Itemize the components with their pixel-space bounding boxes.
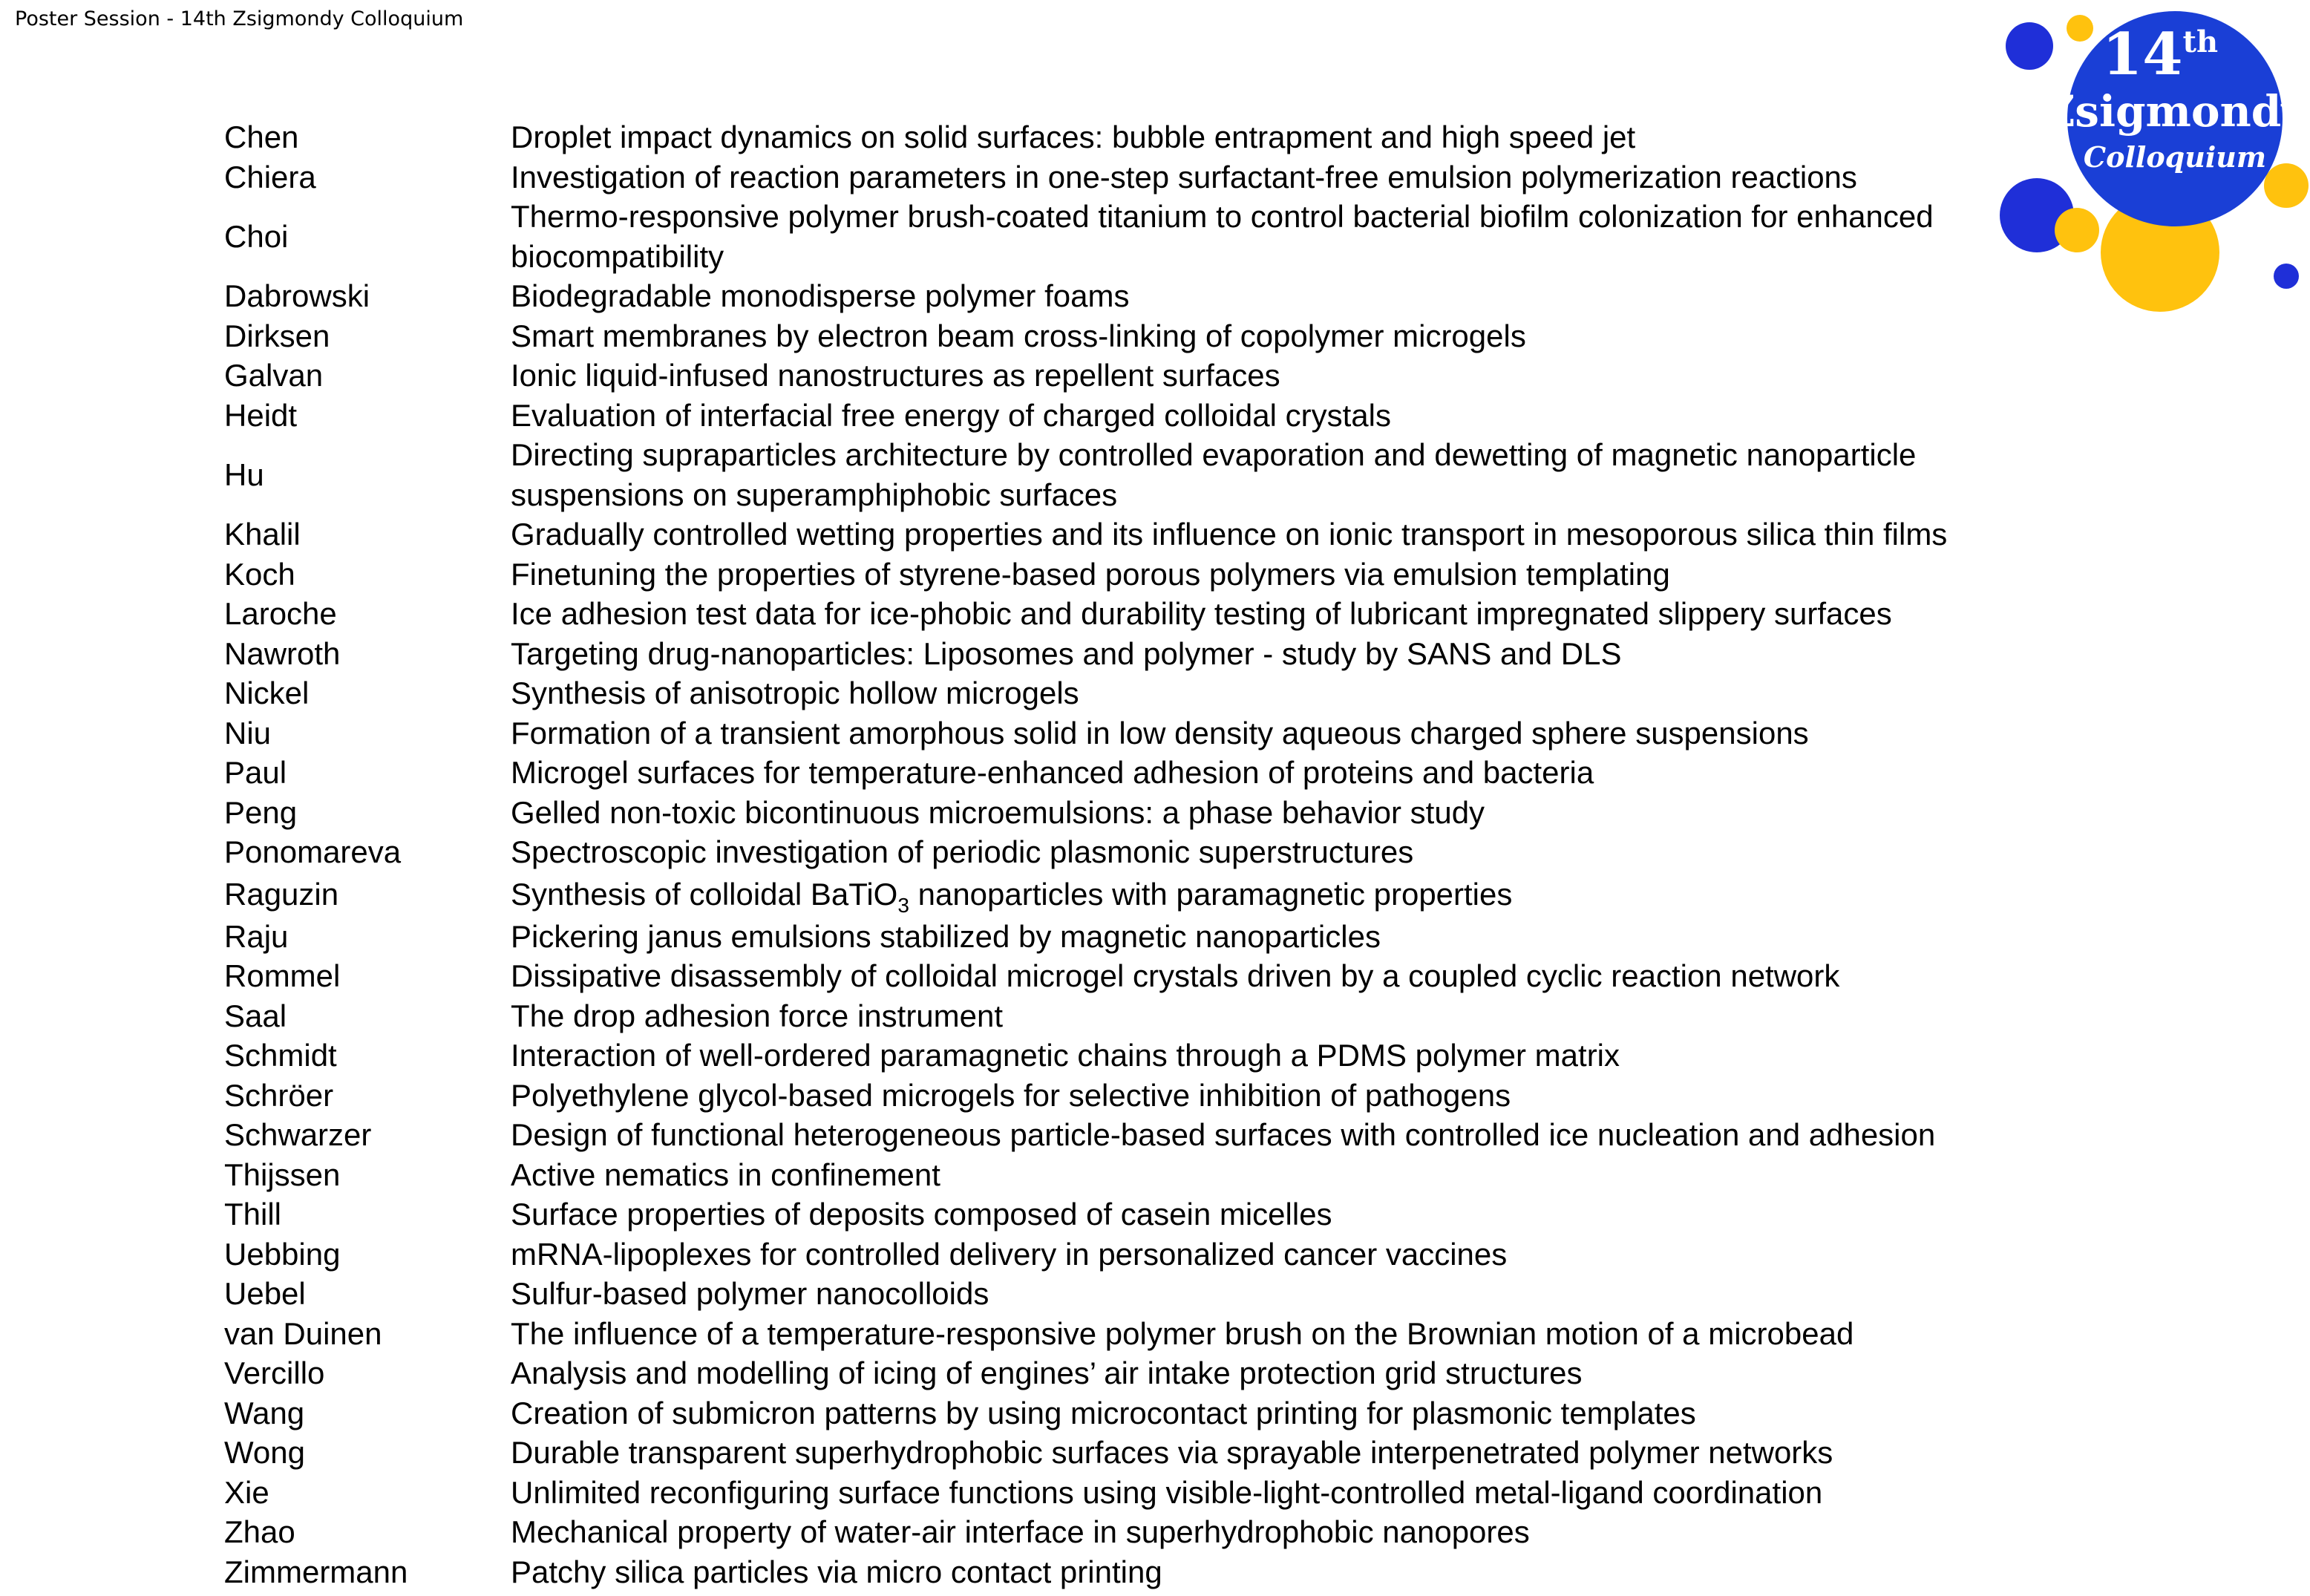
poster-title: Formation of a transient amorphous solid in low density aqueous charged sphere suspensions [511,715,1809,750]
poster-entry [224,1433,2006,1473]
poster-list [224,117,2006,1592]
author-name: Laroche [224,596,337,631]
author-name: Uebel [224,1276,306,1311]
poster-entry [224,872,2006,917]
poster-entry [224,1036,2006,1076]
poster-title: Interaction of well-ordered paramagnetic chains through a PDMS polymer matrix [511,1038,1620,1073]
author-name: Xie [224,1474,269,1510]
author-name: Vercillo [224,1355,325,1390]
poster-entry [224,1076,2006,1116]
poster-title: Targeting drug-nanoparticles: Liposomes and polymer - study by SANS and DLS [511,635,1622,671]
author-name: Heidt [224,397,298,433]
author-name: Nickel [224,676,310,710]
poster-entry [224,996,2006,1036]
author-name: Dabrowski [224,278,370,313]
poster-entry [224,956,2006,996]
poster-title: Smart membranes by electron beam cross-linking of copolymer microgels [511,318,1526,353]
poster-title: Thermo-responsive polymer brush-coated titanium to control bacterial biofilm colonization for enhanced biocompatibility [511,199,1934,274]
poster-title: Finetuning the properties of styrene-based porous polymers via emulsion templating [511,556,1670,592]
poster-title: Creation of submicron patterns by using microcontact printing for plasmonic templates [511,1395,1696,1430]
author-name: Khalil [224,517,301,552]
poster-title: The drop adhesion force instrument [511,998,1004,1033]
poster-title: Dissipative disassembly of colloidal microgel crystals driven by a coupled cyclic reaction network [511,958,1840,993]
author-name: Ponomareva [224,834,402,869]
poster-entry [224,753,2006,793]
poster-entry [224,673,2006,713]
poster-title: Surface properties of deposits composed of casein micelles [511,1197,1332,1232]
poster-entry [224,396,2006,436]
author-name: Choi [224,218,289,254]
poster-title: Polyethylene glycol-based microgels for selective inhibition of pathogens [511,1077,1511,1113]
poster-title: Design of functional heterogeneous particle-based surfaces with controlled ice nucleation and adhesion [511,1117,1936,1152]
author-name: Chen [224,120,299,154]
poster-entry [224,1234,2006,1275]
logo-dot-yellow-right [2264,163,2309,208]
poster-entry [224,435,2006,514]
poster-entry [224,634,2006,674]
poster-title: Mechanical property of water-air interface in superhydrophobic nanopores [511,1514,1530,1549]
poster-title-subscript: 3 [897,893,909,917]
author-name: Thijssen [224,1157,341,1192]
poster-entry [224,157,2006,197]
poster-title: Ionic liquid-infused nanostructures as repellent surfaces [511,358,1280,393]
author-name: Nawroth [224,635,341,671]
author-name: Zimmermann [224,1554,408,1589]
poster-title: Patchy silica particles via micro contact printing [511,1554,1162,1589]
author-name: Paul [224,755,287,790]
logo-dot-yellow-top [2067,15,2093,42]
poster-entry [224,832,2006,872]
author-name: Schröer [224,1077,334,1113]
poster-entry [224,1314,2006,1354]
poster-title: Microgel surfaces for temperature-enhanced adhesion of proteins and bacteria [511,755,1594,790]
logo-line1: 14th [2101,21,2219,88]
author-name: Niu [224,715,272,750]
author-name: Zhao [224,1514,295,1549]
logo-dot-yellow-left [2055,208,2099,252]
logo-dot-blue-small-right [2274,264,2299,289]
poster-title: mRNA-lipoplexes for controlled delivery in personalized cancer vaccines [511,1236,1508,1272]
poster-entry [224,713,2006,753]
poster-title: Unlimited reconfiguring surface functions using visible-light-controlled metal-ligand coordination [511,1474,1823,1510]
poster-title: Evaluation of interfacial free energy of charged colloidal crystals [511,397,1391,433]
poster-title: Gelled non-toxic bicontinuous microemulsions: a phase behavior study [511,794,1485,830]
poster-title: Directing supraparticles architecture by controlled evaporation and dewetting of magnetic nanoparticle suspensions on superamphiphobic surfaces [511,437,1917,512]
logo-line2: Zsigmondy [2043,86,2307,137]
poster-title-pre: Synthesis of colloidal BaTiO [511,876,898,912]
poster-title: Sulfur-based polymer nanocolloids [511,1276,989,1311]
poster-title: Droplet impact dynamics on solid surfaces: bubble entrapment and high speed jet [511,120,1636,154]
author-name: Peng [224,794,298,830]
author-name: Thill [224,1197,282,1232]
poster-title: The influence of a temperature-responsive polymer brush on the Brownian motion of a microbead [511,1315,1854,1351]
poster-title: Active nematics in confinement [511,1157,940,1192]
poster-title [511,872,2006,917]
poster-entry [224,1115,2006,1155]
author-name: Saal [224,998,287,1033]
poster-entry [224,1512,2006,1552]
poster-entry [224,356,2006,396]
author-name: Galvan [224,358,324,393]
poster-entry [224,1353,2006,1393]
logo-line3: Colloquium [2083,140,2267,174]
poster-entry [224,1552,2006,1592]
author-name: Hu [224,457,264,492]
author-name: Uebbing [224,1236,341,1272]
poster-entry [224,594,2006,634]
author-name: Chiera [224,159,316,194]
poster-entry [224,197,2006,276]
colloquium-logo [1989,7,2309,319]
poster-title: Spectroscopic investigation of periodic plasmonic superstructures [511,834,1414,869]
author-name: Schwarzer [224,1117,372,1152]
poster-title: Gradually controlled wetting properties and its influence on ionic transport in mesoporous silica thin films [511,517,1948,552]
poster-title: Pickering janus emulsions stabilized by magnetic nanoparticles [511,918,1381,954]
poster-entry [224,1194,2006,1234]
poster-entry [224,555,2006,595]
poster-title: Durable transparent superhydrophobic surfaces via sprayable interpenetrated polymer networks [511,1435,1833,1470]
poster-entry [224,316,2006,356]
poster-entry [224,514,2006,555]
author-name: Raguzin [224,876,339,912]
page-header-title: Poster Session - 14th Zsigmondy Colloquium [15,7,464,30]
poster-title: Ice adhesion test data for ice-phobic and durability testing of lubricant impregnated slippery surfaces [511,596,1892,631]
author-name: Koch [224,556,295,592]
poster-entry [224,1473,2006,1513]
poster-entry [224,1155,2006,1195]
poster-title: Analysis and modelling of icing of engines’ air intake protection grid structures [511,1355,1583,1390]
poster-title: Investigation of reaction parameters in one-step surfactant-free emulsion polymerization reactions [511,159,1857,194]
poster-entry [224,793,2006,833]
poster-entry [224,917,2006,957]
poster-entry [224,117,2006,157]
author-name: Schmidt [224,1038,337,1073]
author-name: Dirksen [224,318,330,353]
poster-title-post: nanoparticles with paramagnetic properties [909,876,1513,912]
author-name: van Duinen [224,1315,382,1351]
author-name: Raju [224,918,289,954]
author-name: Rommel [224,958,341,993]
poster-title: Biodegradable monodisperse polymer foams [511,278,1130,313]
poster-entry [224,1393,2006,1433]
author-name: Wang [224,1395,305,1430]
poster-title: Synthesis of anisotropic hollow microgels [511,676,1079,710]
author-name: Wong [224,1435,305,1470]
poster-entry [224,276,2006,316]
logo-dot-blue-top-left [2006,22,2053,70]
poster-entry [224,1274,2006,1314]
